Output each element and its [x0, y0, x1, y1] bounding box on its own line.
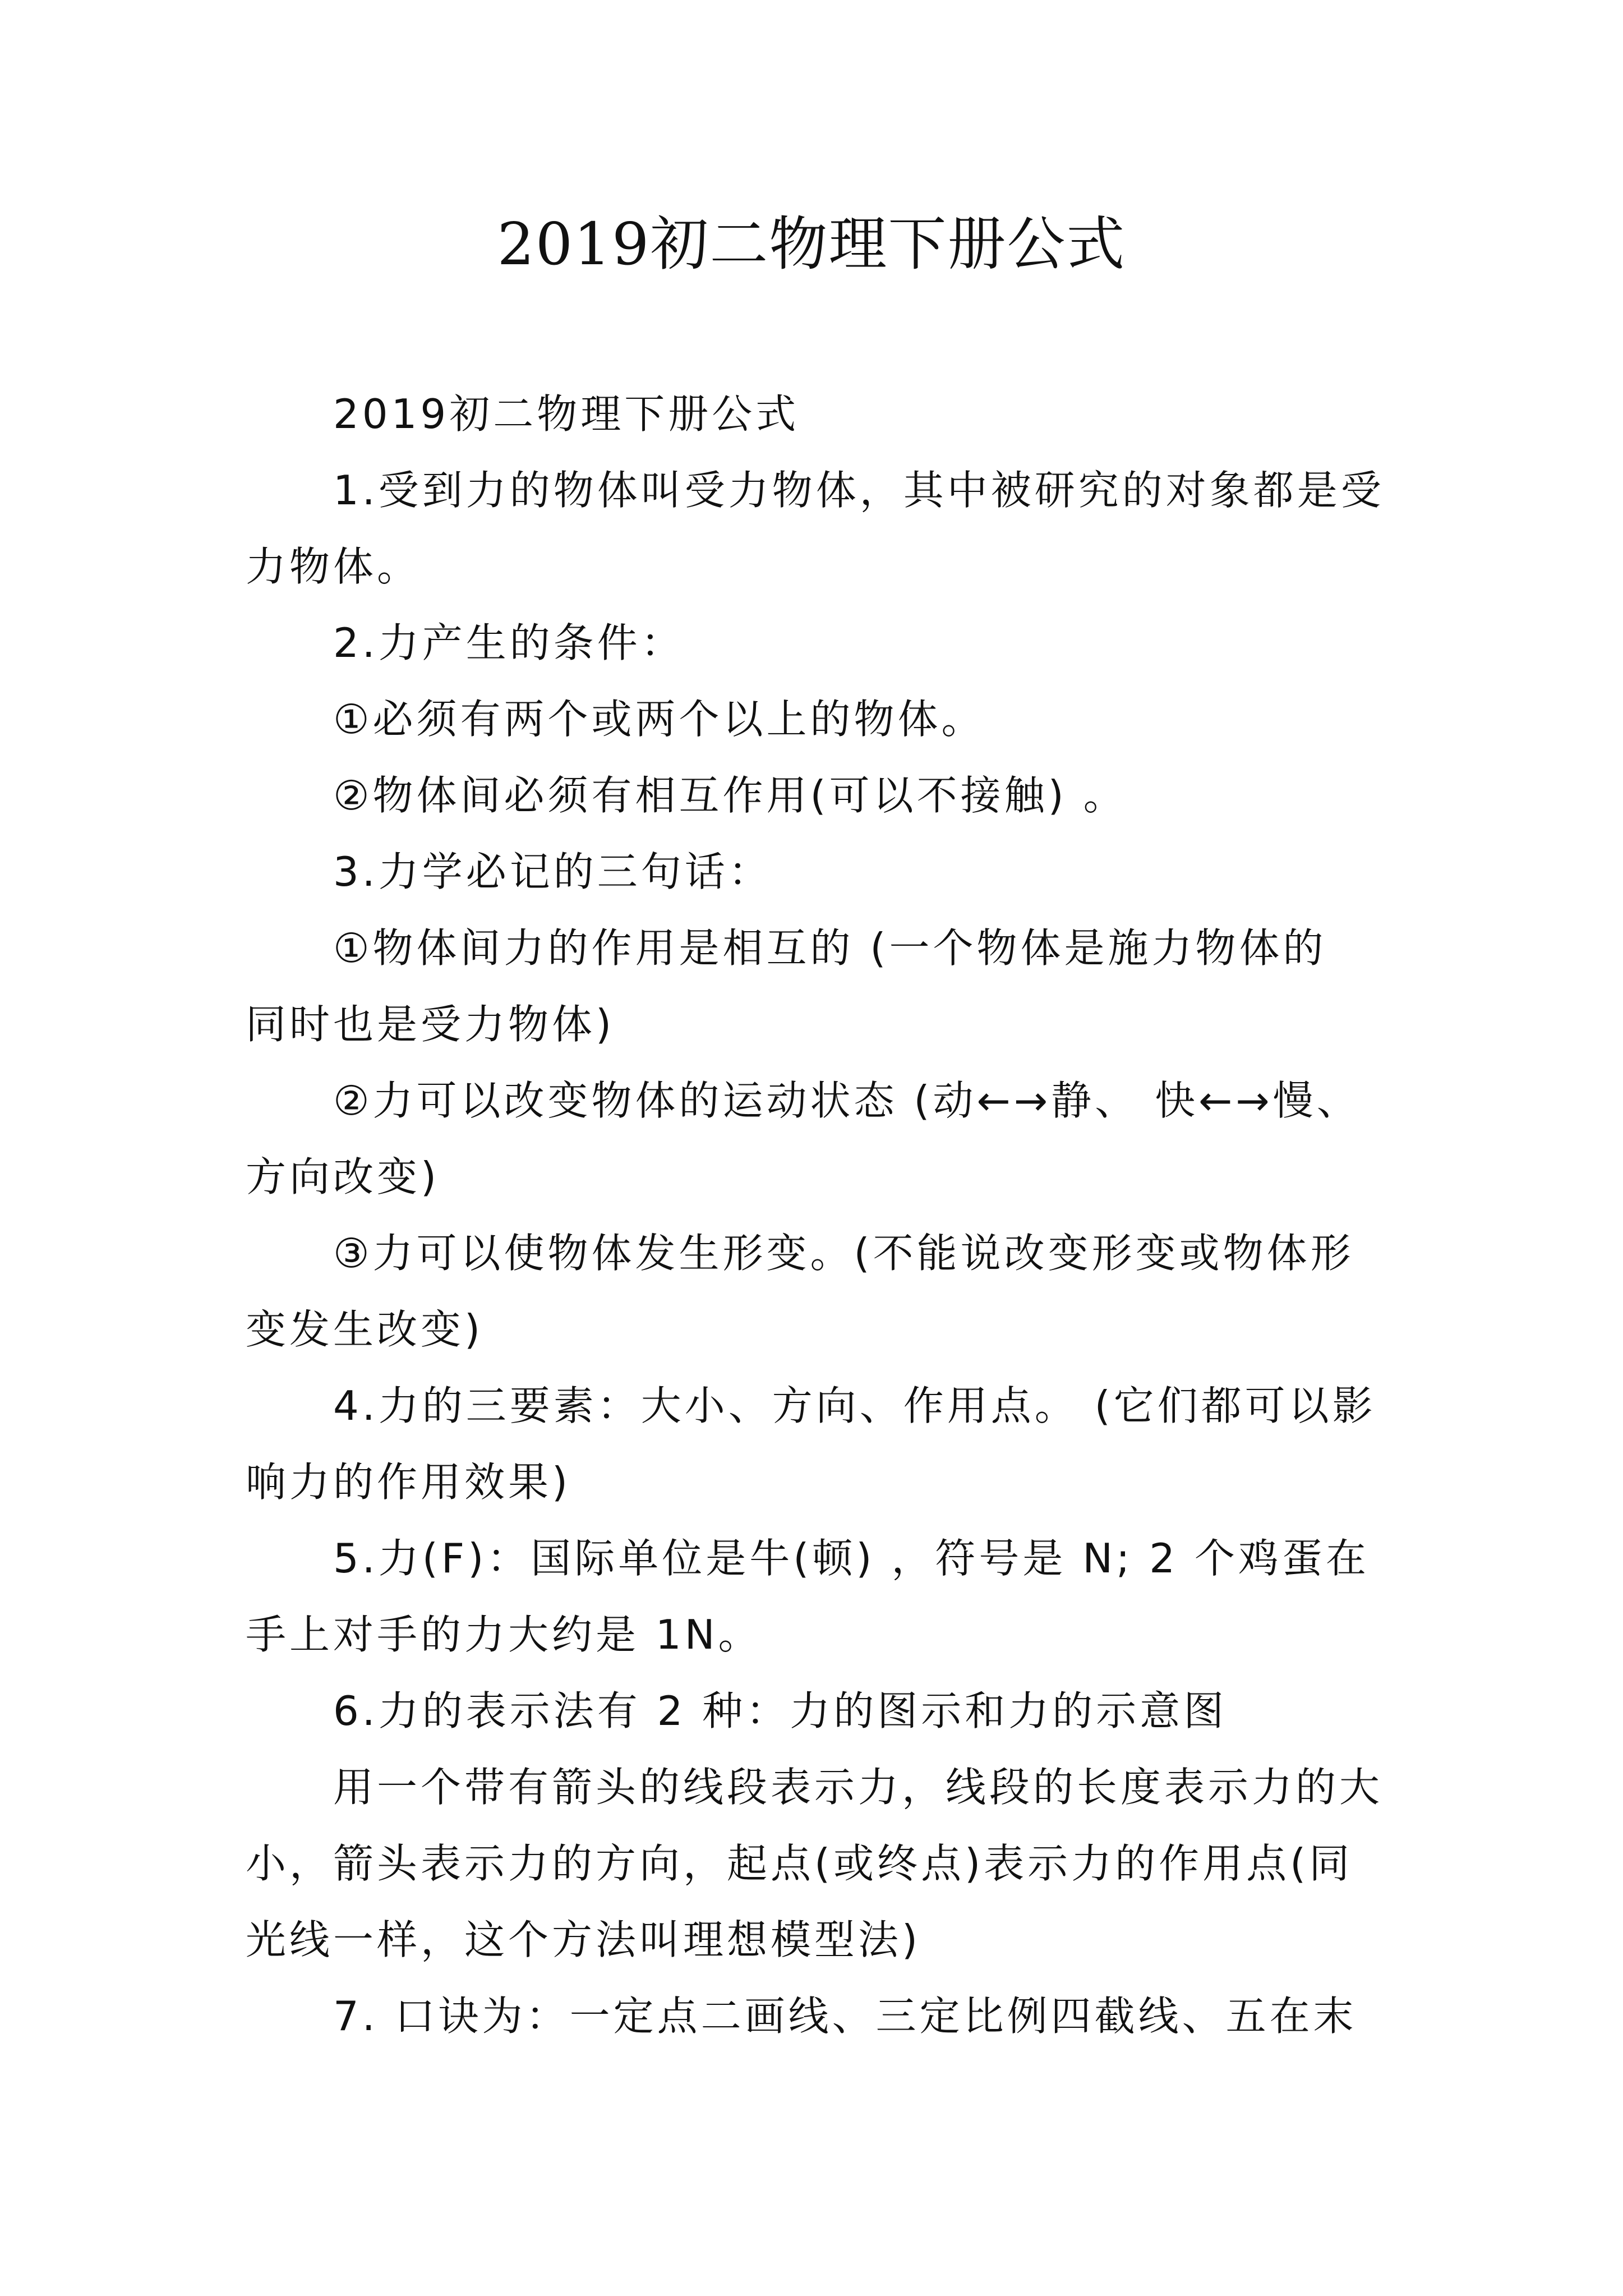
paragraph-line: 力物体。 [246, 543, 421, 590]
paragraph-line: ①必须有两个或两个以上的物体。 [333, 696, 985, 743]
paragraph-line: 6.力的表示法有 2 种：力的图示和力的示意图 [333, 1687, 1228, 1734]
paragraph-line: 7. 口诀为：一定点二画线、三定比例四截线、五在末 [333, 1993, 1357, 2040]
paragraph-line: 4.力的三要素：大小、方向、作用点。 (它们都可以影 [333, 1382, 1376, 1429]
document-body [246, 376, 1390, 2054]
paragraph-heading: 2019初二物理下册公式 [333, 390, 800, 438]
paragraph-line: ①物体间力的作用是相互的 (一个物体是施力物体的 [333, 924, 1327, 972]
paragraph-line: 变发生改变) [246, 1306, 484, 1353]
paragraph-line: 2.力产生的条件： [333, 619, 685, 666]
paragraph-line: ②物体间必须有相互作用(可以不接触) 。 [333, 772, 1127, 819]
paragraph-line: 方向改变) [246, 1153, 440, 1200]
paragraph-line: 3.力学必记的三句话： [333, 848, 772, 895]
paragraph-line: 5.力(F)：国际单位是牛(顿) ，符号是 N; 2 个鸡蛋在 [333, 1535, 1370, 1582]
paragraph-line: 同时也是受力物体) [246, 1001, 615, 1048]
paragraph-line: 手上对手的力大约是 1N。 [246, 1611, 762, 1658]
paragraph-line: 小，箭头表示力的方向，起点(或终点)表示力的作用点(同 [246, 1840, 1353, 1887]
paragraph-line: ②力可以改变物体的运动状态 (动←→静、 快←→慢、 [333, 1077, 1361, 1124]
paragraph-line: 响力的作用效果) [246, 1458, 571, 1506]
paragraph-line: 用一个带有箭头的线段表示力，线段的长度表示力的大 [333, 1764, 1384, 1811]
paragraph-line: 1.受到力的物体叫受力物体，其中被研究的对象都是受 [333, 467, 1385, 514]
page-title: 2019初二物理下册公式 [497, 210, 1126, 278]
paragraph-line: ③力可以使物体发生形变。(不能说改变形变或物体形 [333, 1230, 1354, 1277]
paragraph-line: 光线一样，这个方法叫理想模型法) [246, 1916, 921, 1963]
